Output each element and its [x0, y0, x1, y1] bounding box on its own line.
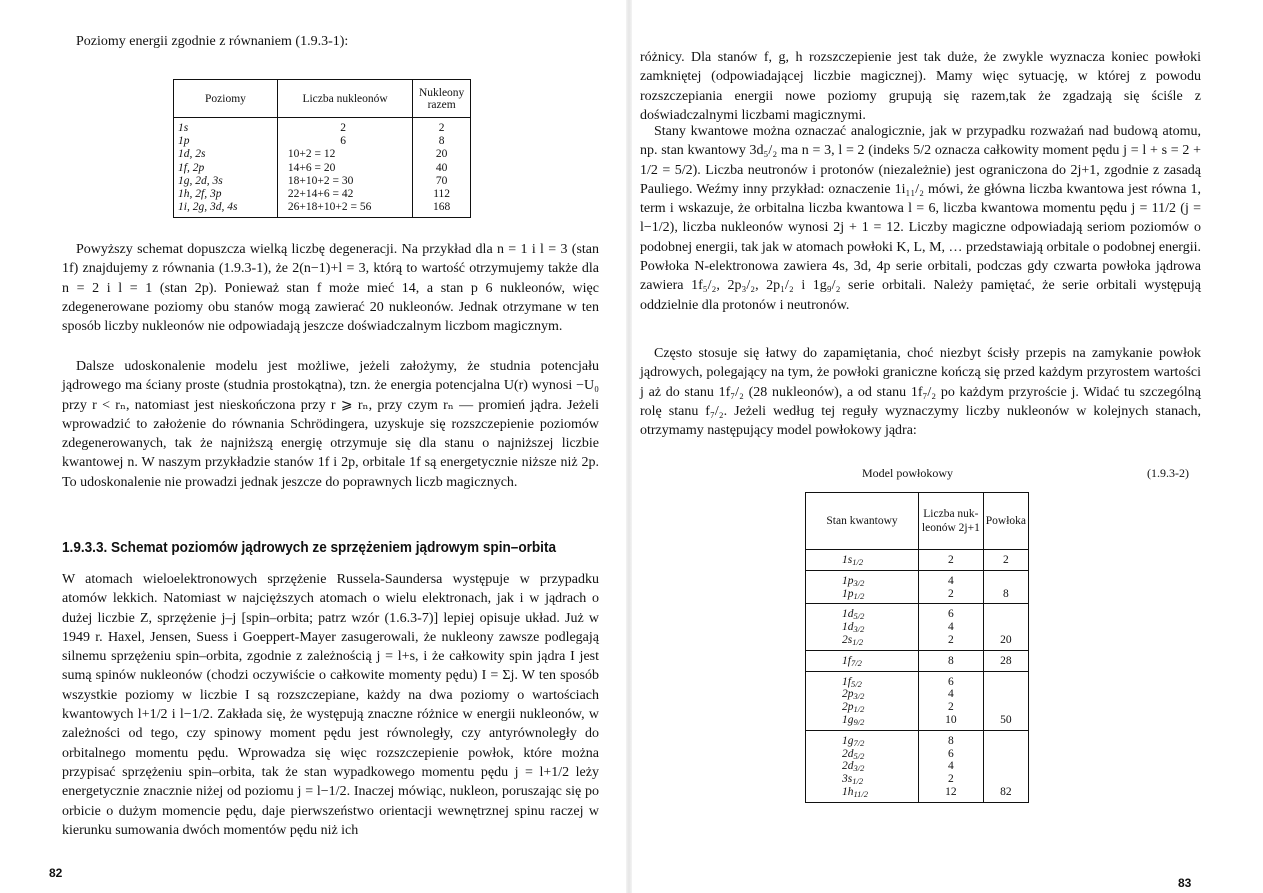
state-label	[842, 621, 916, 634]
level-cell: 1h, 2f, 3p	[174, 188, 278, 201]
shell-header-count: Liczba nuk- leonów 2j+1	[919, 493, 984, 550]
left-page	[0, 0, 626, 893]
total-cell: 40	[413, 162, 471, 175]
equation-number: (1.9.3-2)	[1147, 466, 1189, 480]
shell-cell: 8	[983, 570, 1028, 604]
shell-cell: 2	[983, 550, 1028, 571]
paragraph-splitting: różnicy. Dla stanów f, g, h rozszczepienie jest tak duże, że zwykle wyznacza koniec powłoki zamkniętej (odpowiadającej liczbie magicznej). Mamy więc sytuację, w której z powodu rozszczepiania energii nowe poziomy grupują się razem,tak że zgadzają się ściśle z doświadczalnymi liczbami magicznymi.	[640, 50, 1201, 123]
state-cell	[806, 671, 919, 730]
shell-table-body	[806, 550, 1029, 803]
orbital-name: 1d	[842, 621, 854, 634]
orbital-name: 3s	[842, 773, 853, 786]
state-label	[842, 554, 916, 567]
nucleon-count: 4	[948, 760, 954, 773]
state-label	[842, 760, 916, 773]
nucleon-count: 2	[948, 701, 954, 714]
table-row	[174, 118, 471, 136]
nucleon-count: 12	[945, 785, 957, 798]
section-heading: 1.9.3.3. Schemat poziomów jądrowych ze sprzężeniem jądrowym spin–orbita	[62, 540, 557, 556]
shell-cell: 28	[983, 650, 1028, 671]
state-cell	[806, 730, 919, 802]
count-cell: 18+10+2 = 30	[277, 175, 412, 188]
nucleon-count: 4	[948, 574, 954, 587]
count-cell: 26+18+10+2 = 56	[277, 201, 412, 218]
page-number-left: 82	[49, 866, 63, 880]
state-cell	[806, 550, 919, 571]
table-row	[174, 188, 471, 201]
orbital-subscript: 5/2	[853, 750, 865, 761]
level-cell: 1i, 2g, 3d, 4s	[174, 201, 278, 218]
count-cell: 2	[277, 118, 412, 136]
level-cell: 1f, 2p	[174, 162, 278, 175]
count-cell	[919, 604, 984, 650]
orbital-name: 1d	[842, 608, 854, 621]
state-label	[842, 748, 916, 761]
orbital-subscript: 5/2	[850, 678, 862, 689]
total-cell: 168	[413, 201, 471, 218]
table-row	[806, 650, 1029, 671]
table-row	[806, 570, 1029, 604]
paragraph-shell-rule: Często stosuje się łatwy do zapamiętania, choć niezbyt ścisły przepis na zamykanie powłok jądrowych, polegający na tym, że powłoki graniczne kończą się przed każdym przyrostem wartości j aż do stanu 1f₇/₂ (28 nukleonów), a od stanu 1f₇/₂ po każdym przyroście j. Widać tu szczególną rolę stanu f₇/₂. Jeżeli według tej reguły wyznaczymy liczby nukleonów w kolejnych stanach, otrzymamy następujący model powłokowy jądra:	[640, 346, 1201, 439]
orbital-subscript: 1/2	[853, 590, 865, 601]
nucleon-count: 8	[948, 734, 954, 747]
nucleon-count: 6	[948, 747, 954, 760]
orbital-subscript: 1/2	[852, 776, 864, 787]
energy-levels-table	[173, 79, 471, 218]
orbital-name: 2s	[842, 633, 853, 646]
table-row	[174, 175, 471, 188]
orbital-name: 1f	[842, 654, 851, 667]
right-page	[632, 0, 1263, 893]
state-label	[842, 588, 916, 601]
nucleon-count: 4	[948, 621, 954, 634]
count-cell	[919, 550, 984, 571]
state-label	[842, 676, 916, 689]
orbital-subscript: 1/2	[853, 704, 865, 715]
shell-header-shell: Powłoka	[983, 493, 1028, 550]
shell-header-state: Stan kwantowy	[806, 493, 919, 550]
state-label	[842, 786, 916, 799]
count-cell: 14+6 = 20	[277, 162, 412, 175]
page-number-right: 83	[1178, 876, 1192, 890]
table-row	[174, 162, 471, 175]
count-cell: 10+2 = 12	[277, 148, 412, 161]
nucleon-count: 2	[948, 633, 954, 646]
nucleon-count: 6	[948, 608, 954, 621]
table-row	[806, 730, 1029, 802]
state-label	[842, 608, 916, 621]
total-cell: 2	[413, 118, 471, 136]
shell-model-table	[805, 492, 1029, 803]
orbital-name: 1p	[842, 587, 854, 600]
state-label	[842, 735, 916, 748]
nucleon-count: 8	[948, 654, 954, 667]
orbital-name: 1p	[842, 574, 854, 587]
orbital-name: 1s	[842, 554, 853, 566]
shell-cell: 50	[983, 671, 1028, 730]
orbital-subscript: 3/2	[853, 763, 865, 774]
state-label	[842, 701, 916, 714]
orbital-name: 1g	[842, 734, 854, 747]
orbital-subscript: 9/2	[853, 716, 865, 727]
orbital-name: 2p	[842, 688, 854, 701]
state-cell	[806, 570, 919, 604]
orbital-subscript: 1/2	[852, 636, 864, 647]
state-label	[842, 773, 916, 786]
shell-model-title: Model powłokowy	[862, 466, 953, 480]
total-cell: 8	[413, 135, 471, 148]
level-cell: 1d, 2s	[174, 148, 278, 161]
nucleon-count: 2	[948, 587, 954, 600]
state-label	[842, 575, 916, 588]
orbital-name: 2p	[842, 701, 854, 714]
orbital-subscript: 5/2	[853, 611, 865, 622]
total-cell: 20	[413, 148, 471, 161]
levels-header-levels: Poziomy	[174, 80, 278, 118]
table-row	[174, 148, 471, 161]
shell-cell: 82	[983, 730, 1028, 802]
orbital-name: 1f	[842, 675, 851, 688]
state-label	[842, 655, 916, 668]
shell-cell: 20	[983, 604, 1028, 650]
state-cell	[806, 650, 919, 671]
nucleon-count: 4	[948, 688, 954, 701]
total-cell: 70	[413, 175, 471, 188]
nucleon-count: 10	[945, 713, 957, 726]
level-cell: 1p	[174, 135, 278, 148]
count-cell	[919, 671, 984, 730]
table-row	[174, 135, 471, 148]
paragraph-spin-orbit: W atomach wieloelektronowych sprzężenie Russela-Saundersa występuje w przypadku atomów lekkich. Natomiast w najcięższych atomach o wielu elektronach, jak i w jądrach o dużej liczbie Z, sprzężenie j–j [spin–orbita; patrz wzór (1.6.3-7)] lepiej opisuje układ. Już w 1949 r. Haxel, Jensen, Suess i Goeppert-Mayer zasugerowali, że nukleony zawsze podlegają silnemu sprzężeniu spin–orbita, zgodnie z zależnością j = l+s, i że całkowity spin jądra I jest sumą spinów nukleonów (chodzi oczywiście o całkowite momenty pędu) I = Σj. W ten sposób wszystkie poziomy w liczbie I są rozszczepiane, każdy na dwa poziomy o wartościach kwantowych l+1/2 i l−1/2. Zakłada się, że występują znaczne różnice w energii nukleonów, w zależności od tego, czy spinowy moment pędu jest równoległy, czy antyrównoległy do orbitalnego momentu pędu. Wprowadza się więc rozszczepienie powłok, które można przypisać sprzężeniu spin–orbita, tak że stan wypadkowego momentu pędu j = l+1/2 leży energetycznie znacznie niżej od poziomu j = l−1/2. Inaczej mówiąc, nukleon, poruszając się po orbicie o dużym momencie pędu, daje pierwszeństwo orientacji wewnętrznej spinu raczej w kierunku sumowania dwóch momentów pędu niż ich	[62, 572, 599, 838]
orbital-name: 2d	[842, 747, 854, 760]
count-cell	[919, 570, 984, 604]
count-cell	[919, 730, 984, 802]
table-row	[806, 550, 1029, 571]
orbital-name: 2d	[842, 760, 854, 773]
orbital-subscript: 1/2	[852, 557, 864, 567]
orbital-subscript: 3/2	[853, 624, 865, 635]
state-cell	[806, 604, 919, 650]
orbital-name: 1g	[842, 713, 854, 726]
orbital-subscript: 3/2	[853, 577, 865, 588]
level-cell: 1g, 2d, 3s	[174, 175, 278, 188]
intro-text: Poziomy energii zgodnie z równaniem (1.9.3-1):	[76, 34, 349, 49]
levels-header-total: Nukleony razem	[413, 80, 471, 118]
levels-header-count: Liczba nukleonów	[277, 80, 412, 118]
state-label	[842, 634, 916, 647]
orbital-subscript: 7/2	[850, 657, 862, 668]
table-row	[174, 201, 471, 218]
nucleon-count: 2	[948, 773, 954, 786]
orbital-name: 1h	[842, 785, 854, 798]
table-row	[806, 671, 1029, 730]
orbital-subscript: 3/2	[853, 691, 865, 702]
nucleon-count: 2	[948, 554, 954, 566]
orbital-subscript: 7/2	[853, 737, 865, 748]
count-cell: 22+14+6 = 42	[277, 188, 412, 201]
table-row	[806, 604, 1029, 650]
count-cell: 6	[277, 135, 412, 148]
paragraph-degeneracy: Powyższy schemat dopuszcza wielką liczbę degeneracji. Na przykład dla n = 1 i l = 3 (stan 1f) znajdujemy z równania (1.9.3-1), że 2(n−1)+l = 3, którą to wartość otrzymujemy także dla n = 2 i l = 1 (stan 2p). Ponieważ stan f może mieć 14, a stan p 6 nukleonów, więc zdegenerowane poziomy obu stanów mogą zawierać 20 nukleonów. Jednak otrzymane w ten sposób liczby nukleonów nie odpowiadają jeszcze doświadczalnym liczbom magicznym.	[62, 242, 599, 335]
state-label	[842, 714, 916, 727]
total-cell: 112	[413, 188, 471, 201]
paragraph-quantum-states: Stany kwantowe można oznaczać analogicznie, jak w przypadku rozważań nad budową atomu, np. stan kwantowy 3d₅/₂ ma n = 3, l = 2 (indeks 5/2 oznacza całkowity moment pędu j = l + s = 2 + 1/2 = 5/2). Liczba neutronów i protonów (niezależnie) jest ograniczona do 2j+1, zgodnie z zasadą Pauliego. Weźmy inny przykład: oznaczenie 1i₁₁/₂ mówi, że główna liczba kwantowa jest równa 1, term i wskazuje, że orbitalna liczba kwantowa l = 6, liczba kwantowa momentu pędu j = 11/2 (j = l−1/2), liczba nukleonów wynosi 2j + 1 = 12. Liczby magiczne odpowiadają seriom poziomów o podobnej energii, tak jak w atomach powłoki K, L, M, … przedstawiają orbitale o podobnej energii. Powłoka N-elektronowa zawiera 4s, 3d, 4p serie orbitali, podczas gdy czwarta powłoka jądrowa zawiera 1f₅/₂, 2p₃/₂, 2p₁/₂ i 1g₉/₂ serie orbitali. Należy pamiętać, że serie orbitali występują oddzielnie dla protonów i neutronów.	[640, 124, 1201, 313]
nucleon-count: 6	[948, 675, 954, 688]
count-cell	[919, 650, 984, 671]
paragraph-square-well: Dalsze udoskonalenie modelu jest możliwe, jeżeli założymy, że studnia potencjału jądrowego ma ściany proste (studnia prostokątna), tzn. że energia potencjalna U(r) wynosi −U₀ przy r < rₙ, natomiast jest nieskończona przy r ⩾ rₙ, przy czym rₙ — promień jądra. Jeżeli wprowadzić to założenie do równania Schrödingera, uzyskuje się rozszczepienie poziomów zdegenerowanych, tak że najniższą energię otrzymuje się dla stanu o najniższej liczbie kwantowej n. W naszym przykładzie stanów 1f i 2p, orbitale 1f są energetycznie niższe niż 2p. To udoskonalenie nie prowadzi jednak jeszcze do poprawnych liczb magicznych.	[62, 359, 599, 490]
orbital-subscript: 11/2	[853, 788, 868, 799]
level-cell: 1s	[174, 118, 278, 136]
state-label	[842, 688, 916, 701]
